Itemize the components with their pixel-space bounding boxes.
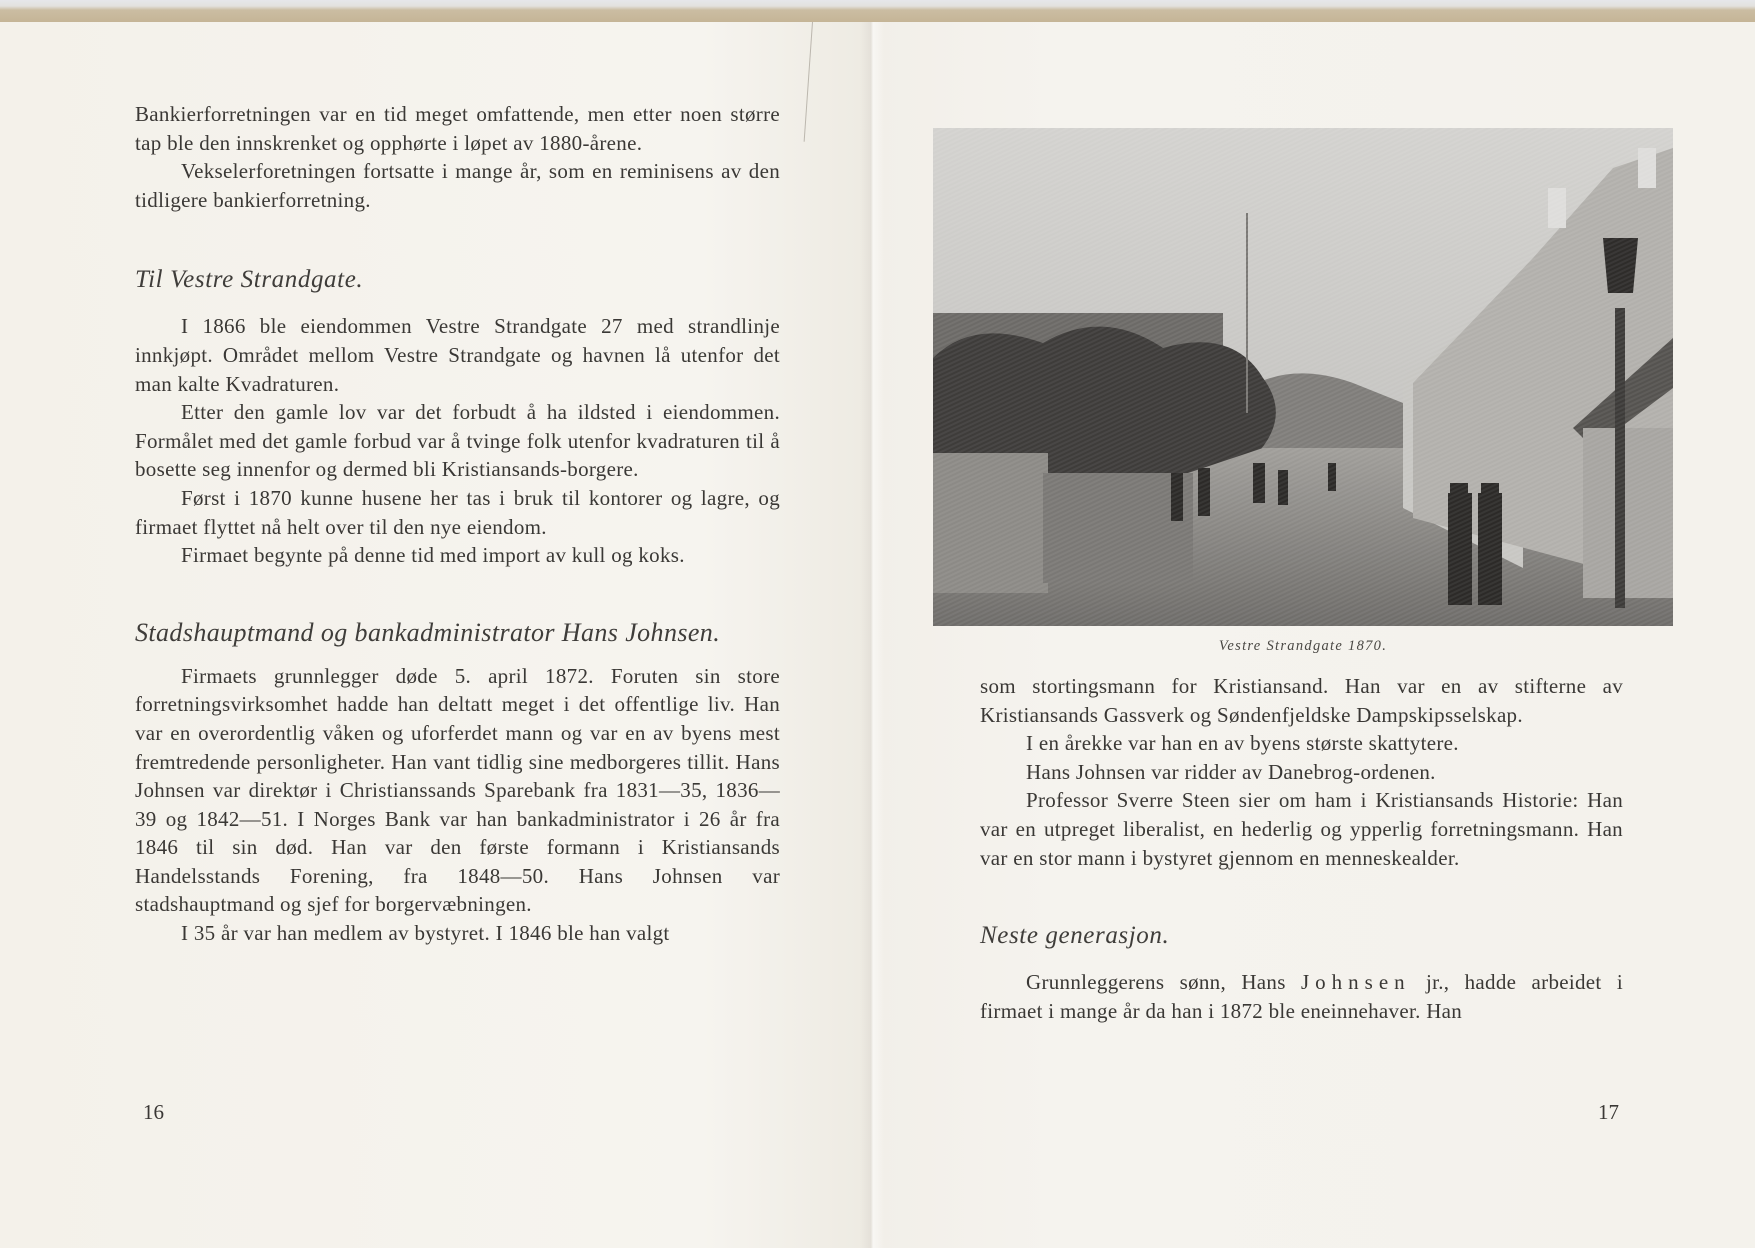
paragraph: Først i 1870 kunne husene her tas i bruk til kontorer og lagre, og firmaet flyttet nå helt over til den nye eiendom. bbox=[135, 485, 780, 539]
spaced-name: Johnsen bbox=[1300, 970, 1411, 995]
paragraph: Bankierforretningen var en tid meget omfattende, men etter noen større tap ble den innskrenket og opphørte i løpet av 1880-årene. bbox=[135, 102, 780, 155]
paragraph-text: Grunnleggerens sønn, Hans bbox=[1026, 970, 1286, 995]
paragraph: I 35 år var han medlem av bystyret. I 1846 ble han valgt bbox=[181, 921, 670, 946]
page-number-right: 17 bbox=[1598, 1100, 1619, 1124]
section-heading-hans-johnsen: Stadshauptmand og bankadministrator Hans Johnsen. bbox=[135, 617, 721, 647]
photo-caption: Vestre Strandgate 1870. bbox=[1218, 638, 1388, 654]
paragraph: Firmaets grunnlegger døde 5. april 1872. Foruten sin store forretningsvirksomhet hadde han deltatt meget i det offentlige liv. Han var en overordentlig våken og uforferdet mann og var en av byens mest fremtredende personligheter. Han vant tidlig sine medborgeres tillit. Hans Johnsen var direktør i Christianssands Sparebank fra 1831—35, 1836—39 og 1842—51. I Norges Bank var han bankadministrator i 26 år fra 1846 til sin død. Han var den første formann i Kristiansands Handelsstands Forening, fra 1848—50. Hans Johnsen var stadshauptmand og sjef for borgervæbningen. bbox=[135, 663, 780, 917]
paragraph: Professor Sverre Steen sier om ham i Kristiansands Historie: Han var en utpreget liberalist, en hederlig og ypperlig forretningsmann. Han var en stor mann i bystyret gjennom en menneskealder. bbox=[980, 788, 1623, 870]
paragraph: Vekselerforetningen fortsatte i mange år, som en reminisens av den tidligere bankierforretning. bbox=[135, 159, 780, 212]
paragraph: Etter den gamle lov var det forbudt å ha ildsted i eiendommen. Formålet med det gamle forbud var å tvinge folk utenfor kvadraturen til å bosette seg innenfor og dermed bli Kristiansands-borgere. bbox=[135, 400, 780, 482]
paragraph: I en årekke var han en av byens største skattytere. bbox=[1026, 731, 1459, 756]
street-photograph bbox=[933, 128, 1673, 626]
left-page-text bbox=[135, 100, 780, 948]
halftone-texture bbox=[933, 128, 1673, 626]
paragraph bbox=[980, 968, 1623, 1025]
paragraph-text: jr., hadde arbeidet i firmaet i mange år da han i 1872 ble eneinnehaver. Han bbox=[980, 970, 1623, 1023]
section-heading-til-vestre-strandgate: Til Vestre Strandgate. bbox=[135, 266, 364, 294]
right-page-text bbox=[980, 672, 1623, 1025]
section-heading-neste-generasjon: Neste generasjon. bbox=[980, 922, 1170, 950]
paragraph: I 1866 ble eiendommen Vestre Strandgate 27 med strandlinje innkjøpt. Området mellom Vestre Strandgate og havnen lå utenfor det man kalte Kvadraturen. bbox=[135, 314, 780, 396]
paragraph: som stortingsmann for Kristiansand. Han var en av stifterne av Kristiansands Gassverk og Søndenfjeldske Dampskipsselskap. bbox=[980, 674, 1623, 727]
page-number-left: 16 bbox=[143, 1100, 164, 1124]
paragraph: Hans Johnsen var ridder av Danebrog-ordenen. bbox=[1026, 759, 1436, 784]
street-photo-illustration bbox=[933, 128, 1673, 626]
book-gutter bbox=[860, 22, 884, 1248]
paragraph: Firmaet begynte på denne tid med import av kull og koks. bbox=[181, 543, 685, 568]
